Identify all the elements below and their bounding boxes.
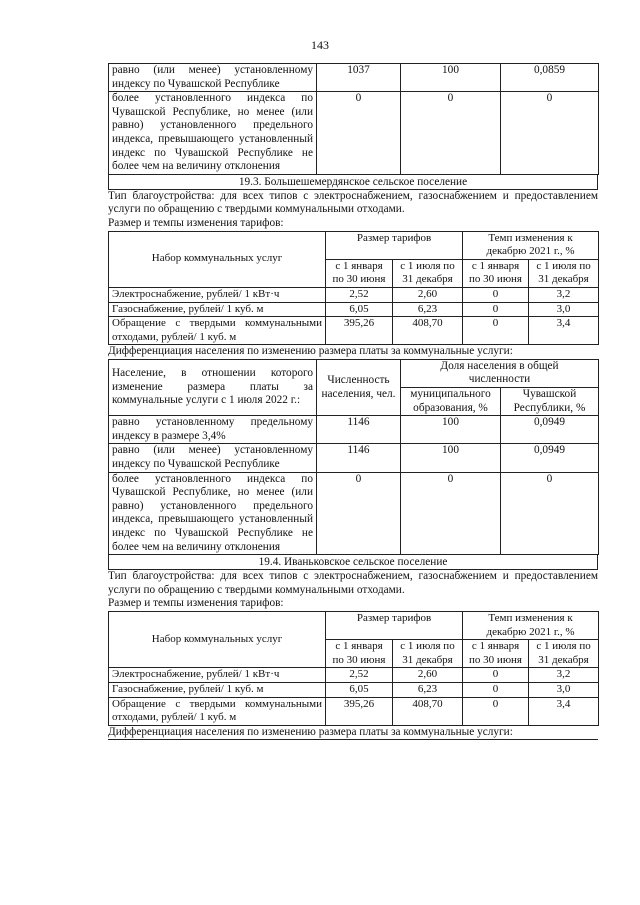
tariff-value: 2,60 — [393, 668, 463, 683]
republic-share: 0,0859 — [501, 64, 599, 92]
period-header: с 1 января по 30 июня — [326, 259, 393, 287]
tariffs-caption: Размер и темпы изменения тарифов: — [108, 597, 284, 610]
republic-header: Чувашской Республики, % — [501, 388, 599, 416]
tariff-rate-header: Темп изменения к декабрю 2021 г., % — [463, 611, 599, 639]
municipal-header: муниципального образования, % — [401, 388, 501, 416]
service-name: Электроснабжение, рублей/ 1 кВт·ч — [109, 668, 326, 683]
rate-value: 3,4 — [529, 317, 599, 345]
service-name: Газоснабжение, рублей/ 1 куб. м — [109, 302, 326, 317]
table-header-row — [109, 231, 599, 259]
municipal-share: 100 — [401, 444, 501, 472]
page-number: 143 — [311, 38, 329, 52]
continued-population-table — [108, 63, 599, 175]
rate-value: 0 — [463, 317, 529, 345]
table-row — [109, 682, 599, 697]
improvement-type: Тип благоустройства: для всех типов с электроснабжением, газоснабжением и предоставлением услуги по обращению с твердыми коммунальными отходами. — [108, 189, 598, 216]
table-row — [109, 317, 599, 345]
municipal-share: 0 — [401, 472, 501, 555]
tariff-value: 2,60 — [393, 287, 463, 302]
rate-value: 0 — [463, 287, 529, 302]
table-row — [109, 444, 599, 472]
table-header-row — [109, 359, 599, 387]
table-row — [109, 287, 599, 302]
share-header: Доля населения в общей численности — [401, 359, 599, 387]
period-header: с 1 января по 30 июня — [463, 259, 529, 287]
service-name: Электроснабжение, рублей/ 1 кВт·ч — [109, 287, 326, 302]
improvement-type: Тип благоустройства: для всех типов с электроснабжением, газоснабжением и предоставлением услуги по обращению с твердыми коммунальными отходами. — [108, 570, 598, 596]
rate-value: 3,0 — [529, 302, 599, 317]
republic-share: 0,0949 — [501, 416, 599, 444]
population-label: равно (или менее) установленному индексу по Чувашской Республике — [109, 444, 317, 472]
population-label: более установленного индекса по Чувашской Республике, но менее (или равно) установленного предельного индекса, превышающего установленный индекс по Чувашской Республике не более чем на величину отклонения — [109, 92, 317, 175]
table-row — [109, 668, 599, 683]
municipal-share: 100 — [401, 64, 501, 92]
tariff-value: 2,52 — [326, 287, 393, 302]
table-row — [109, 302, 599, 317]
rate-value: 3,4 — [529, 697, 599, 725]
tariff-size-header: Размер тарифов — [326, 611, 463, 639]
rate-value: 0 — [463, 682, 529, 697]
tariff-value: 2,52 — [326, 668, 393, 683]
tariff-value: 408,70 — [393, 317, 463, 345]
service-name: Обращение с твердыми коммунальными отходами, рублей/ 1 куб. м — [109, 317, 326, 345]
table-row — [109, 92, 599, 175]
document-body — [108, 63, 598, 740]
rate-value: 3,2 — [529, 287, 599, 302]
tariff-value: 6,05 — [326, 682, 393, 697]
table-row — [109, 64, 599, 92]
services-header: Набор коммунальных услуг — [109, 611, 326, 667]
services-header: Набор коммунальных услуг — [109, 231, 326, 287]
table-row — [109, 472, 599, 555]
section-title: 19.4. Иваньковское сельское поселение — [108, 555, 598, 570]
rate-value: 0 — [463, 697, 529, 725]
period-header: с 1 января по 30 июня — [326, 640, 393, 668]
population-count: 1146 — [317, 444, 401, 472]
population-header: Население, в отношении которого изменение размера платы за коммунальные услуги с 1 июля 2022 г.: — [109, 359, 317, 415]
tariff-size-header: Размер тарифов — [326, 231, 463, 259]
population-label: равно (или менее) установленному индексу по Чувашской Республике — [109, 64, 317, 92]
differentiation-caption: Дифференциация населения по изменению размера платы за коммунальные услуги: — [108, 726, 598, 741]
municipal-share: 100 — [401, 416, 501, 444]
table-row — [109, 416, 599, 444]
tariff-value: 395,26 — [326, 317, 393, 345]
table-row — [109, 697, 599, 725]
tariff-value: 408,70 — [393, 697, 463, 725]
rate-value: 3,2 — [529, 668, 599, 683]
tariff-value: 6,23 — [393, 302, 463, 317]
republic-share: 0 — [501, 92, 599, 175]
population-label: равно установленному предельному индексу в размере 3,4% — [109, 416, 317, 444]
period-header: с 1 июля по 31 декабря — [393, 640, 463, 668]
period-header: с 1 июля по 31 декабря — [529, 640, 599, 668]
tariff-rate-header: Темп изменения к декабрю 2021 г., % — [463, 231, 599, 259]
period-header: с 1 января по 30 июня — [463, 640, 529, 668]
republic-share: 0,0949 — [501, 444, 599, 472]
population-label: более установленного индекса по Чувашской Республике, но менее (или равно) установленного предельного индекса, превышающего установленный индекс по Чувашской Республике не более чем на величину отклонения — [109, 472, 317, 555]
population-count: 1037 — [317, 64, 401, 92]
tariff-table — [108, 231, 599, 346]
tariff-value: 6,23 — [393, 682, 463, 697]
tariff-table — [108, 611, 599, 726]
service-name: Обращение с твердыми коммунальными отходами, рублей/ 1 куб. м — [109, 697, 326, 725]
tariff-value: 6,05 — [326, 302, 393, 317]
municipal-share: 0 — [401, 92, 501, 175]
differentiation-caption: Дифференциация населения по изменению размера платы за коммунальные услуги: — [108, 345, 513, 358]
period-header: с 1 июля по 31 декабря — [529, 259, 599, 287]
republic-share: 0 — [501, 472, 599, 555]
population-count: 0 — [317, 472, 401, 555]
table-header-row — [109, 611, 599, 639]
tariff-value: 395,26 — [326, 697, 393, 725]
count-header: Численность населения, чел. — [317, 359, 401, 415]
period-header: с 1 июля по 31 декабря — [393, 259, 463, 287]
rate-value: 0 — [463, 668, 529, 683]
population-table — [108, 359, 599, 555]
population-count: 0 — [317, 92, 401, 175]
rate-value: 0 — [463, 302, 529, 317]
population-count: 1146 — [317, 416, 401, 444]
tariffs-caption: Размер и темпы изменения тарифов: — [108, 216, 284, 229]
rate-value: 3,0 — [529, 682, 599, 697]
service-name: Газоснабжение, рублей/ 1 куб. м — [109, 682, 326, 697]
section-title: 19.3. Большешемердянское сельское поселение — [108, 175, 598, 190]
